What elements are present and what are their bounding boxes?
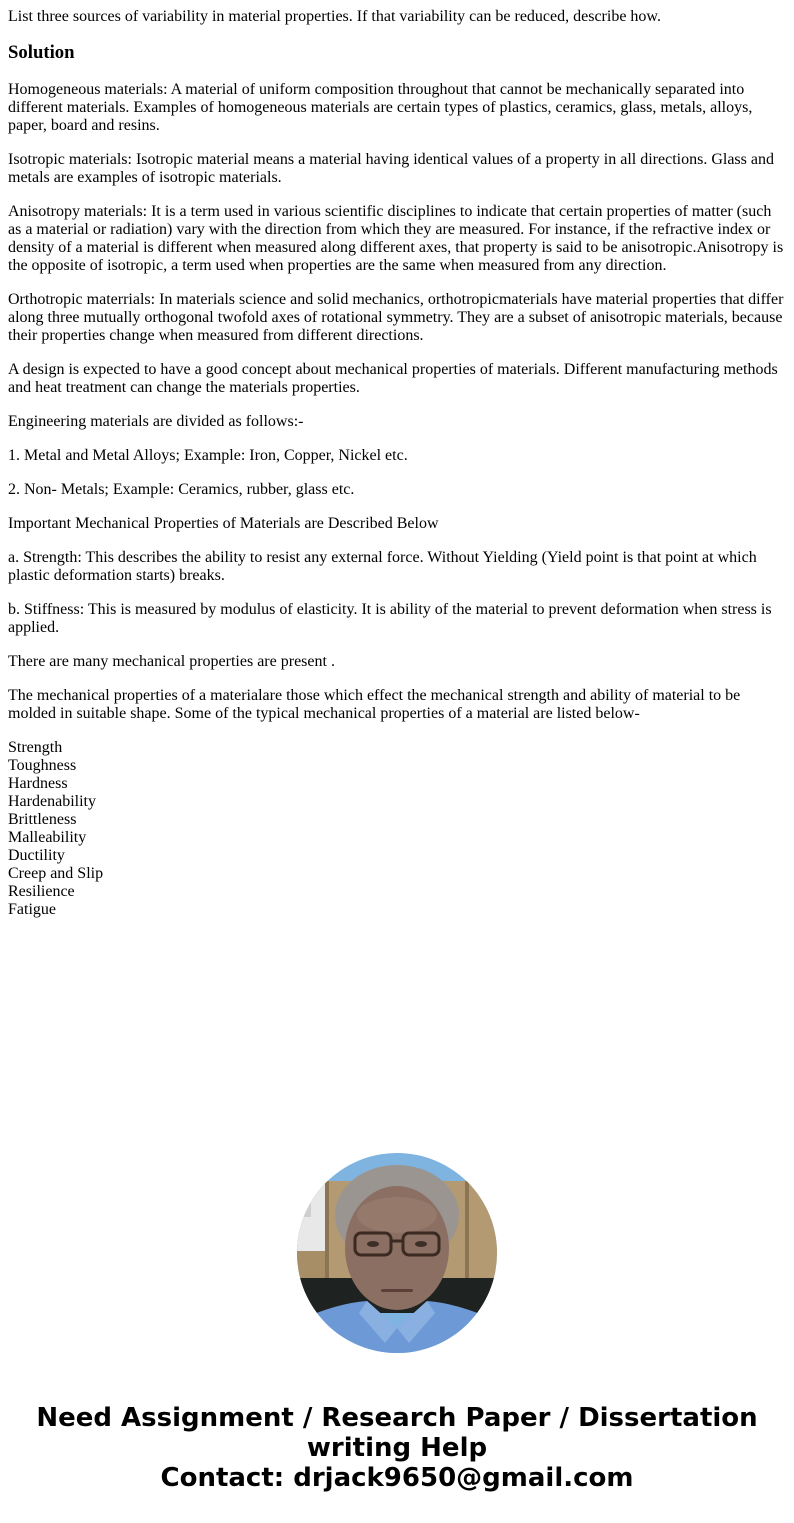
list-item: Malleability [8,829,87,846]
list-item: Hardenability [8,793,96,810]
paragraph-design-concept: A design is expected to have a good concept about mechanical properties of materials. Different manufacturing methods and heat treatment can change the materials properties. [8,361,778,396]
paragraph-engineering-materials: Engineering materials are divided as follows:- [8,413,304,430]
promo-contact: Contact: drjack9650@gmail.com [160,1463,634,1493]
promo-banner [0,1403,794,1493]
document-body [8,8,786,919]
paragraph-strength: a. Strength: This describes the ability to resist any external force. Without Yielding (Yield point is that point at which plastic deformation starts) breaks. [8,549,757,584]
list-item: Fatigue [8,901,56,918]
paragraph-homogeneous: Homogeneous materials: A material of uniform composition throughout that cannot be mechanically separated into different materials. Examples of homogeneous materials are certain types of plastics, ceramics, glass, metals, alloys, paper, board and resins. [8,81,753,134]
paragraph-metals: 1. Metal and Metal Alloys; Example: Iron, Copper, Nickel etc. [8,447,408,464]
list-item: Ductility [8,847,65,864]
paragraph-stiffness: b. Stiffness: This is measured by modulus of elasticity. It is ability of the material to prevent deformation when stress is applied. [8,601,772,636]
paragraph-many-properties: There are many mechanical properties are present . [8,653,335,670]
portrait-image [297,1153,497,1353]
list-item: Toughness [8,757,77,774]
question-text: List three sources of variability in material properties. If that variability can be reduced, describe how. [8,8,661,25]
list-item: Brittleness [8,811,77,828]
list-item: Resilience [8,883,75,900]
paragraph-anisotropy: Anisotropy materials: It is a term used in various scientific disciplines to indicate that certain properties of matter (such as a material or radiation) vary with the direction from which they are measured. For instance, if the refractive index or density of a material is different when measured along different axes, that property is said to be anisotropic.Anisotropy is the opposite of isotropic, a term used when properties are the same when measured from any direction. [8,203,784,274]
paragraph-isotropic: Isotropic materials: Isotropic material means a material having identical values of a property in all directions. Glass and metals are examples of isotropic materials. [8,151,774,186]
paragraph-mechanical-properties: The mechanical properties of a materialare those which effect the mechanical strength and ability of material to be molded in suitable shape. Some of the typical mechanical properties of a material are listed below- [8,687,741,722]
paragraph-important-properties: Important Mechanical Properties of Materials are Described Below [8,515,439,532]
list-item: Hardness [8,775,68,792]
promo-line-1: Need Assignment / Research Paper / Dissertation [36,1403,758,1433]
paragraph-non-metals: 2. Non- Metals; Example: Ceramics, rubber, glass etc. [8,481,355,498]
list-item: Creep and Slip [8,865,104,882]
properties-list [8,739,786,919]
list-item: Strength [8,739,63,756]
paragraph-orthotropic: Orthotropic materrials: In materials science and solid mechanics, orthotropicmaterials have material properties that differ along three mutually orthogonal twofold axes of rotational symmetry. They are a subset of anisotropic materials, because their properties change when measured from different directions. [8,291,784,344]
promo-line-2: writing Help [306,1433,488,1463]
author-photo [297,1153,497,1353]
solution-heading: Solution [8,42,75,63]
